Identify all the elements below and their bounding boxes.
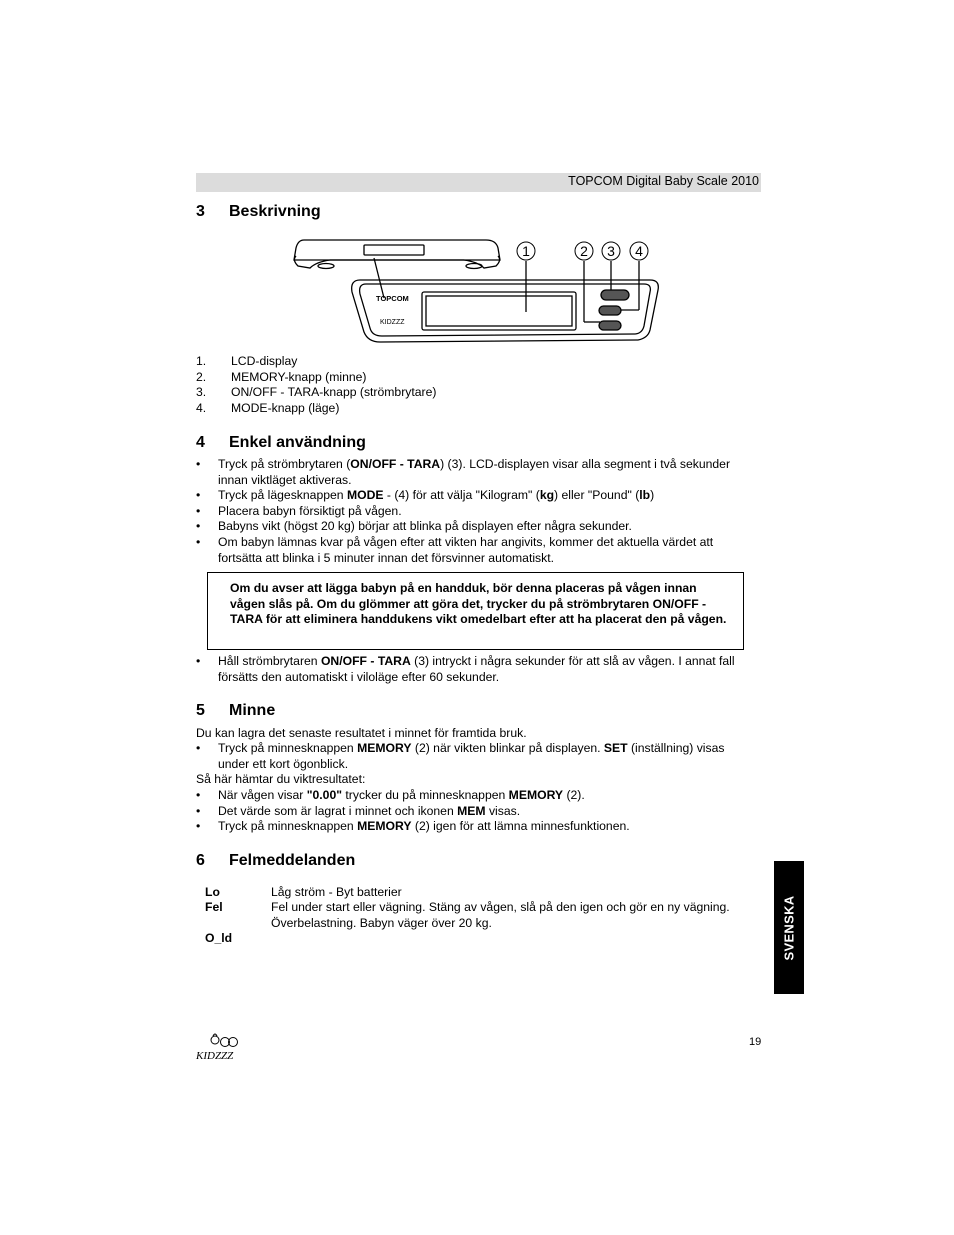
kidzzz-logo-text: KIDZZZ	[380, 319, 405, 326]
bullet-item: • Tryck på strömbrytaren (ON/OFF - TARA) (3). LCD-displayen visar alla segment i två sekunder innan viktläget aktiveras.	[196, 457, 731, 487]
callout-1	[517, 242, 535, 260]
page-header-bar	[196, 173, 761, 192]
error-desc: Låg ström - Byt batterier	[271, 885, 402, 899]
callout-4	[630, 242, 648, 260]
scale-diagram	[290, 232, 670, 352]
callout-3-label: 3	[607, 243, 615, 259]
error-code: O_ld	[205, 931, 233, 945]
callout-3	[602, 242, 620, 260]
callout-1-label: 1	[522, 243, 530, 259]
note-box	[207, 572, 744, 650]
bullet-item: • Om babyn lämnas kvar på vågen efter att vikten har angivits, kommer det aktuella värdet att fortsätta att blinka i 5 minuter innan det försvinner automatiskt.	[196, 535, 714, 565]
bullet-item: • Tryck på minnesknappen MEMORY (2) när vikten blinkar på displayen. SET (inställning) visas under ett kort ögonblick.	[196, 741, 725, 771]
bullet-item: • Placera babyn försiktigt på vågen.	[196, 504, 402, 518]
kidzzz-logo-text: KIDZZZ	[196, 1050, 234, 1062]
section-heading-4: 4 Enkel användning	[196, 434, 366, 451]
bullet-item: • Tryck på minnesknappen MEMORY (2) igen för att lämna minnesfunktionen.	[196, 819, 630, 833]
kidzzz-logo-icon	[195, 1030, 247, 1064]
page-header-title: TOPCOM Digital Baby Scale 2010	[568, 174, 759, 188]
bullet-item: • Tryck på lägesknappen MODE - (4) för att välja "Kilogram" (kg) eller "Pound" (lb)	[196, 488, 655, 502]
bullet-item: • Babyns vikt (högst 20 kg) börjar att blinka på displayen efter några sekunder.	[196, 519, 632, 533]
bullet-item: • Det värde som är lagrat i minnet och ikonen MEM visas.	[196, 804, 521, 818]
brand-logo-text: TOPCOM	[376, 294, 409, 303]
section-heading-5: 5 Minne	[196, 702, 276, 719]
error-desc: Fel under start eller vägning. Stäng av vågen, slå på den igen och gör en ny vägning.	[271, 900, 730, 914]
error-desc: Överbelastning. Babyn väger över 20 kg.	[271, 916, 492, 930]
memory-intro: Du kan lagra det senaste resultatet i minnet för framtida bruk.	[196, 726, 527, 740]
bullet-item: • När vågen visar "0.00" trycker du på minnesknappen MEMORY (2).	[196, 788, 585, 802]
section-heading-6: 6 Felmeddelanden	[196, 852, 356, 869]
error-code: Fel	[205, 900, 223, 914]
language-tab	[774, 861, 804, 994]
memory-retrieve: Så här hämtar du viktresultatet:	[196, 772, 366, 786]
page-number: 19	[749, 1036, 762, 1048]
scale-top-view	[294, 240, 500, 298]
callout-4-label: 4	[635, 243, 643, 259]
language-tab-label: SVENSKA	[781, 895, 797, 960]
note-text: Om du avser att lägga babyn på en handduk, bör denna placeras på vågen innan vågen slås på. Om du glömmer att göra det, trycker du på strömbrytaren ON/OFF - TARA för att eliminera handdukens vikt omedelbart efter att ha placerat den på vågen.	[230, 581, 727, 627]
callout-2	[575, 242, 593, 260]
bullet-item: • Håll strömbrytaren ON/OFF - TARA (3) intryckt i några sekunder för att slå av vågen. I annat fall försätts den automatiskt i viloläge efter 60 sekunder.	[196, 654, 735, 684]
section-heading-3: 3 Beskrivning	[196, 203, 321, 220]
callout-2-label: 2	[580, 243, 588, 259]
error-code: Lo	[205, 885, 220, 899]
